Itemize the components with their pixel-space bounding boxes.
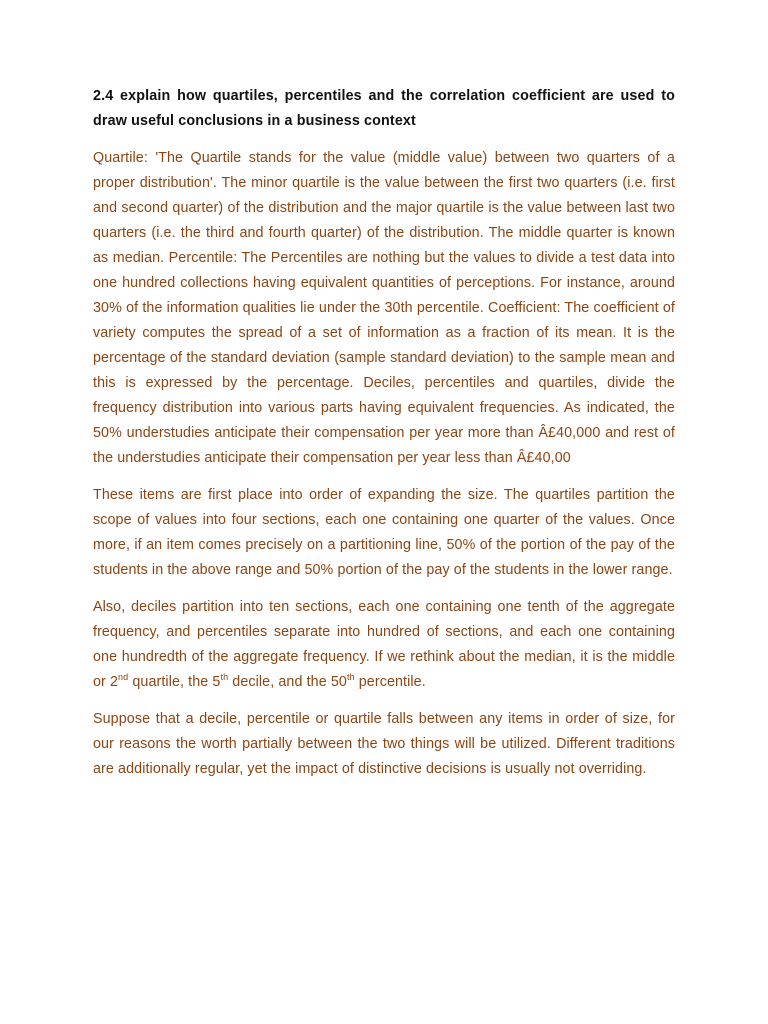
superscript-th-1: th — [220, 672, 229, 683]
paragraph-quartile-definition: Quartile: 'The Quartile stands for the value (middle value) between two quarters of a proper distribution'. The minor quartile is the value between the first two quarters (i.e. first and second quarter) of the distribution and the major quartile is the value between last two quarters (i.e. the third and fourth quarter) of the distribution. The middle quarter is known as median. Percentile: The Percentiles are nothing but the values to divide a test data into one hundred collections having equivalent quantities of perceptions. For instance, around 30% of the information qualities lie under the 30th percentile. Coefficient: The coefficient of variety computes the spread of a set of information as a fraction of its mean. It is the percentage of the standard deviation (sample standard deviation) to the sample mean and this is expressed by the percentage. Deciles, percentiles and quartiles, divide the frequency distribution into various parts having equivalent frequencies. As indicated, the 50% understudies anticipate their compensation per year more than Â£40,000 and rest of the understudies anticipate their compensation per year less than Â£40,00 — [93, 150, 675, 466]
paragraph-deciles-text-4: percentile. — [354, 674, 426, 690]
paragraph-conventions: Suppose that a decile, percentile or quartile falls between any items in order of size, for our reasons the worth partially between the two things will be utilized. Different traditions are additionally regular, yet the impact of distinctive decisions is usually not overriding. — [93, 711, 675, 777]
paragraph-deciles-text-1: Also, deciles partition into ten sections, each one containing one tenth of the aggregate frequency, and percentiles separate into hundred of sections, and each one containing one hundredth of the aggregate frequency. If we rethink about the median, it is the middle or 2 — [93, 599, 675, 690]
paragraph-deciles-text-3: decile, and the 50 — [228, 674, 347, 690]
paragraph-deciles — [93, 595, 675, 695]
section-heading: 2.4 explain how quartiles, percentiles and the correlation coefficient are used to draw useful conclusions in a business context — [93, 88, 675, 129]
paragraph-deciles-text-2: quartile, the 5 — [128, 674, 221, 690]
superscript-th-2: th — [346, 672, 355, 683]
document-page — [93, 84, 675, 794]
superscript-nd: nd — [118, 672, 129, 683]
paragraph-ordering: These items are first place into order of expanding the size. The quartiles partition the scope of values into four sections, each one containing one quarter of the values. Once more, if an item comes precisely on a partitioning line, 50% of the portion of the pay of the students in the above range and 50% portion of the pay of the students in the lower range. — [93, 487, 675, 578]
